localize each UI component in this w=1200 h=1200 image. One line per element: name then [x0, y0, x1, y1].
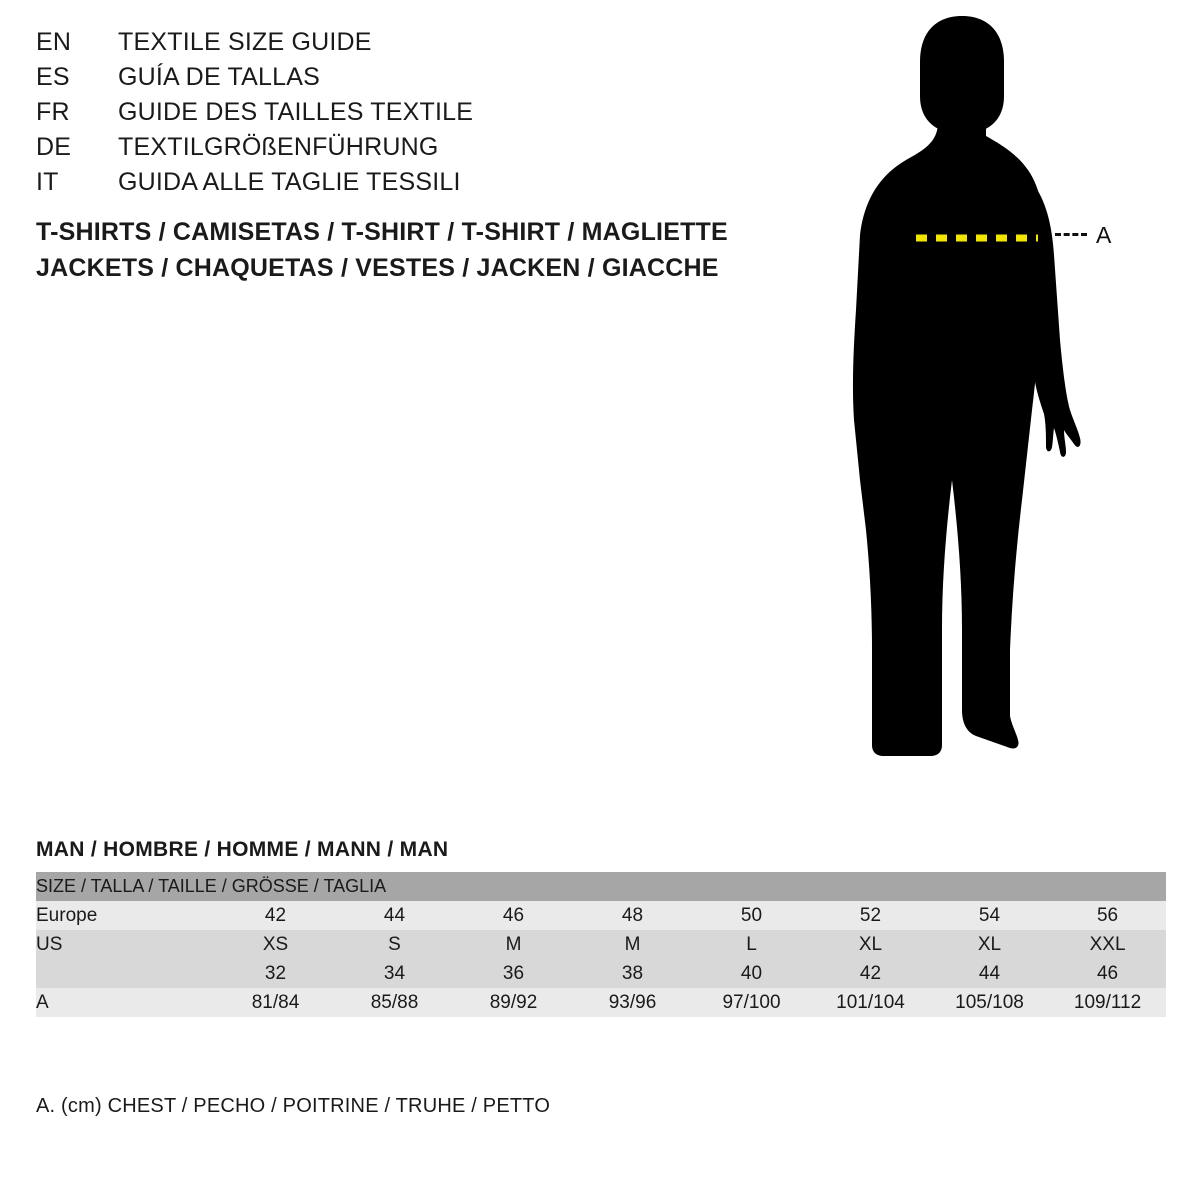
table-cell: 54 — [930, 901, 1049, 930]
table-cell: XL — [930, 930, 1049, 959]
language-title: TEXTILE SIZE GUIDE — [118, 28, 372, 56]
table-cell: 93/96 — [573, 988, 692, 1017]
row-label: A — [36, 988, 216, 1017]
language-code: DE — [36, 133, 72, 161]
category-tshirts: T-SHIRTS / CAMISETAS / T-SHIRT / T-SHIRT / MAGLIETTE — [36, 218, 728, 246]
table-cell: 50 — [692, 901, 811, 930]
table-cell: 109/112 — [1049, 988, 1166, 1017]
language-row — [36, 28, 736, 63]
measurement-footnote: A. (cm) CHEST / PECHO / POITRINE / TRUHE / PETTO — [36, 1095, 551, 1117]
language-title-list — [36, 28, 736, 203]
language-title: GUIDA ALLE TAGLIE TESSILI — [118, 168, 461, 196]
table-section-title: MAN / HOMBRE / HOMME / MANN / MAN — [36, 838, 449, 861]
table-cell: 36 — [454, 959, 573, 988]
table-cell: 105/108 — [930, 988, 1049, 1017]
table-cell: 44 — [930, 959, 1049, 988]
language-code: FR — [36, 98, 70, 126]
table-header-row — [36, 872, 1166, 901]
table-cell: 85/88 — [335, 988, 454, 1017]
table-cell: 48 — [573, 901, 692, 930]
language-code: EN — [36, 28, 72, 56]
table-cell: 56 — [1049, 901, 1166, 930]
language-code: ES — [36, 63, 70, 91]
language-title: TEXTILGRÖßENFÜHRUNG — [118, 133, 439, 161]
table-cell: 44 — [335, 901, 454, 930]
table-cell: 34 — [335, 959, 454, 988]
table-row — [36, 959, 1166, 988]
language-row — [36, 98, 736, 133]
language-row — [36, 168, 736, 203]
table-row — [36, 930, 1166, 959]
table-cell: 32 — [216, 959, 335, 988]
language-row — [36, 133, 736, 168]
table-cell: XXL — [1049, 930, 1166, 959]
silhouette-icon — [820, 10, 1180, 790]
table-cell: XS — [216, 930, 335, 959]
table-cell: 42 — [216, 901, 335, 930]
garment-category-list — [36, 218, 816, 290]
row-label: Europe — [36, 901, 216, 930]
table-cell: 38 — [573, 959, 692, 988]
row-label: US — [36, 930, 216, 959]
table-cell: 46 — [454, 901, 573, 930]
row-label — [36, 959, 216, 988]
table-row — [36, 901, 1166, 930]
language-title: GUIDE DES TAILLES TEXTILE — [118, 98, 474, 126]
table-cell: L — [692, 930, 811, 959]
table-cell: S — [335, 930, 454, 959]
male-silhouette-figure — [820, 10, 1180, 790]
table-cell: 89/92 — [454, 988, 573, 1017]
table-cell: M — [573, 930, 692, 959]
measure-label-a: A — [1096, 222, 1113, 248]
table-cell: 81/84 — [216, 988, 335, 1017]
table-cell: 101/104 — [811, 988, 930, 1017]
table-cell: 42 — [811, 959, 930, 988]
table-header-label: SIZE / TALLA / TAILLE / GRÖSSE / TAGLIA — [36, 872, 1166, 901]
table-cell: XL — [811, 930, 930, 959]
table-cell: 46 — [1049, 959, 1166, 988]
language-title: GUÍA DE TALLAS — [118, 63, 320, 91]
measure-leader-line — [1055, 233, 1087, 236]
table-row — [36, 988, 1166, 1017]
language-code: IT — [36, 168, 59, 196]
category-jackets: JACKETS / CHAQUETAS / VESTES / JACKEN / GIACCHE — [36, 254, 719, 282]
table-cell: 52 — [811, 901, 930, 930]
language-row — [36, 63, 736, 98]
table-cell: 40 — [692, 959, 811, 988]
size-table — [36, 872, 1166, 1017]
table-cell: M — [454, 930, 573, 959]
table-cell: 97/100 — [692, 988, 811, 1017]
size-table-section — [36, 838, 1166, 1017]
